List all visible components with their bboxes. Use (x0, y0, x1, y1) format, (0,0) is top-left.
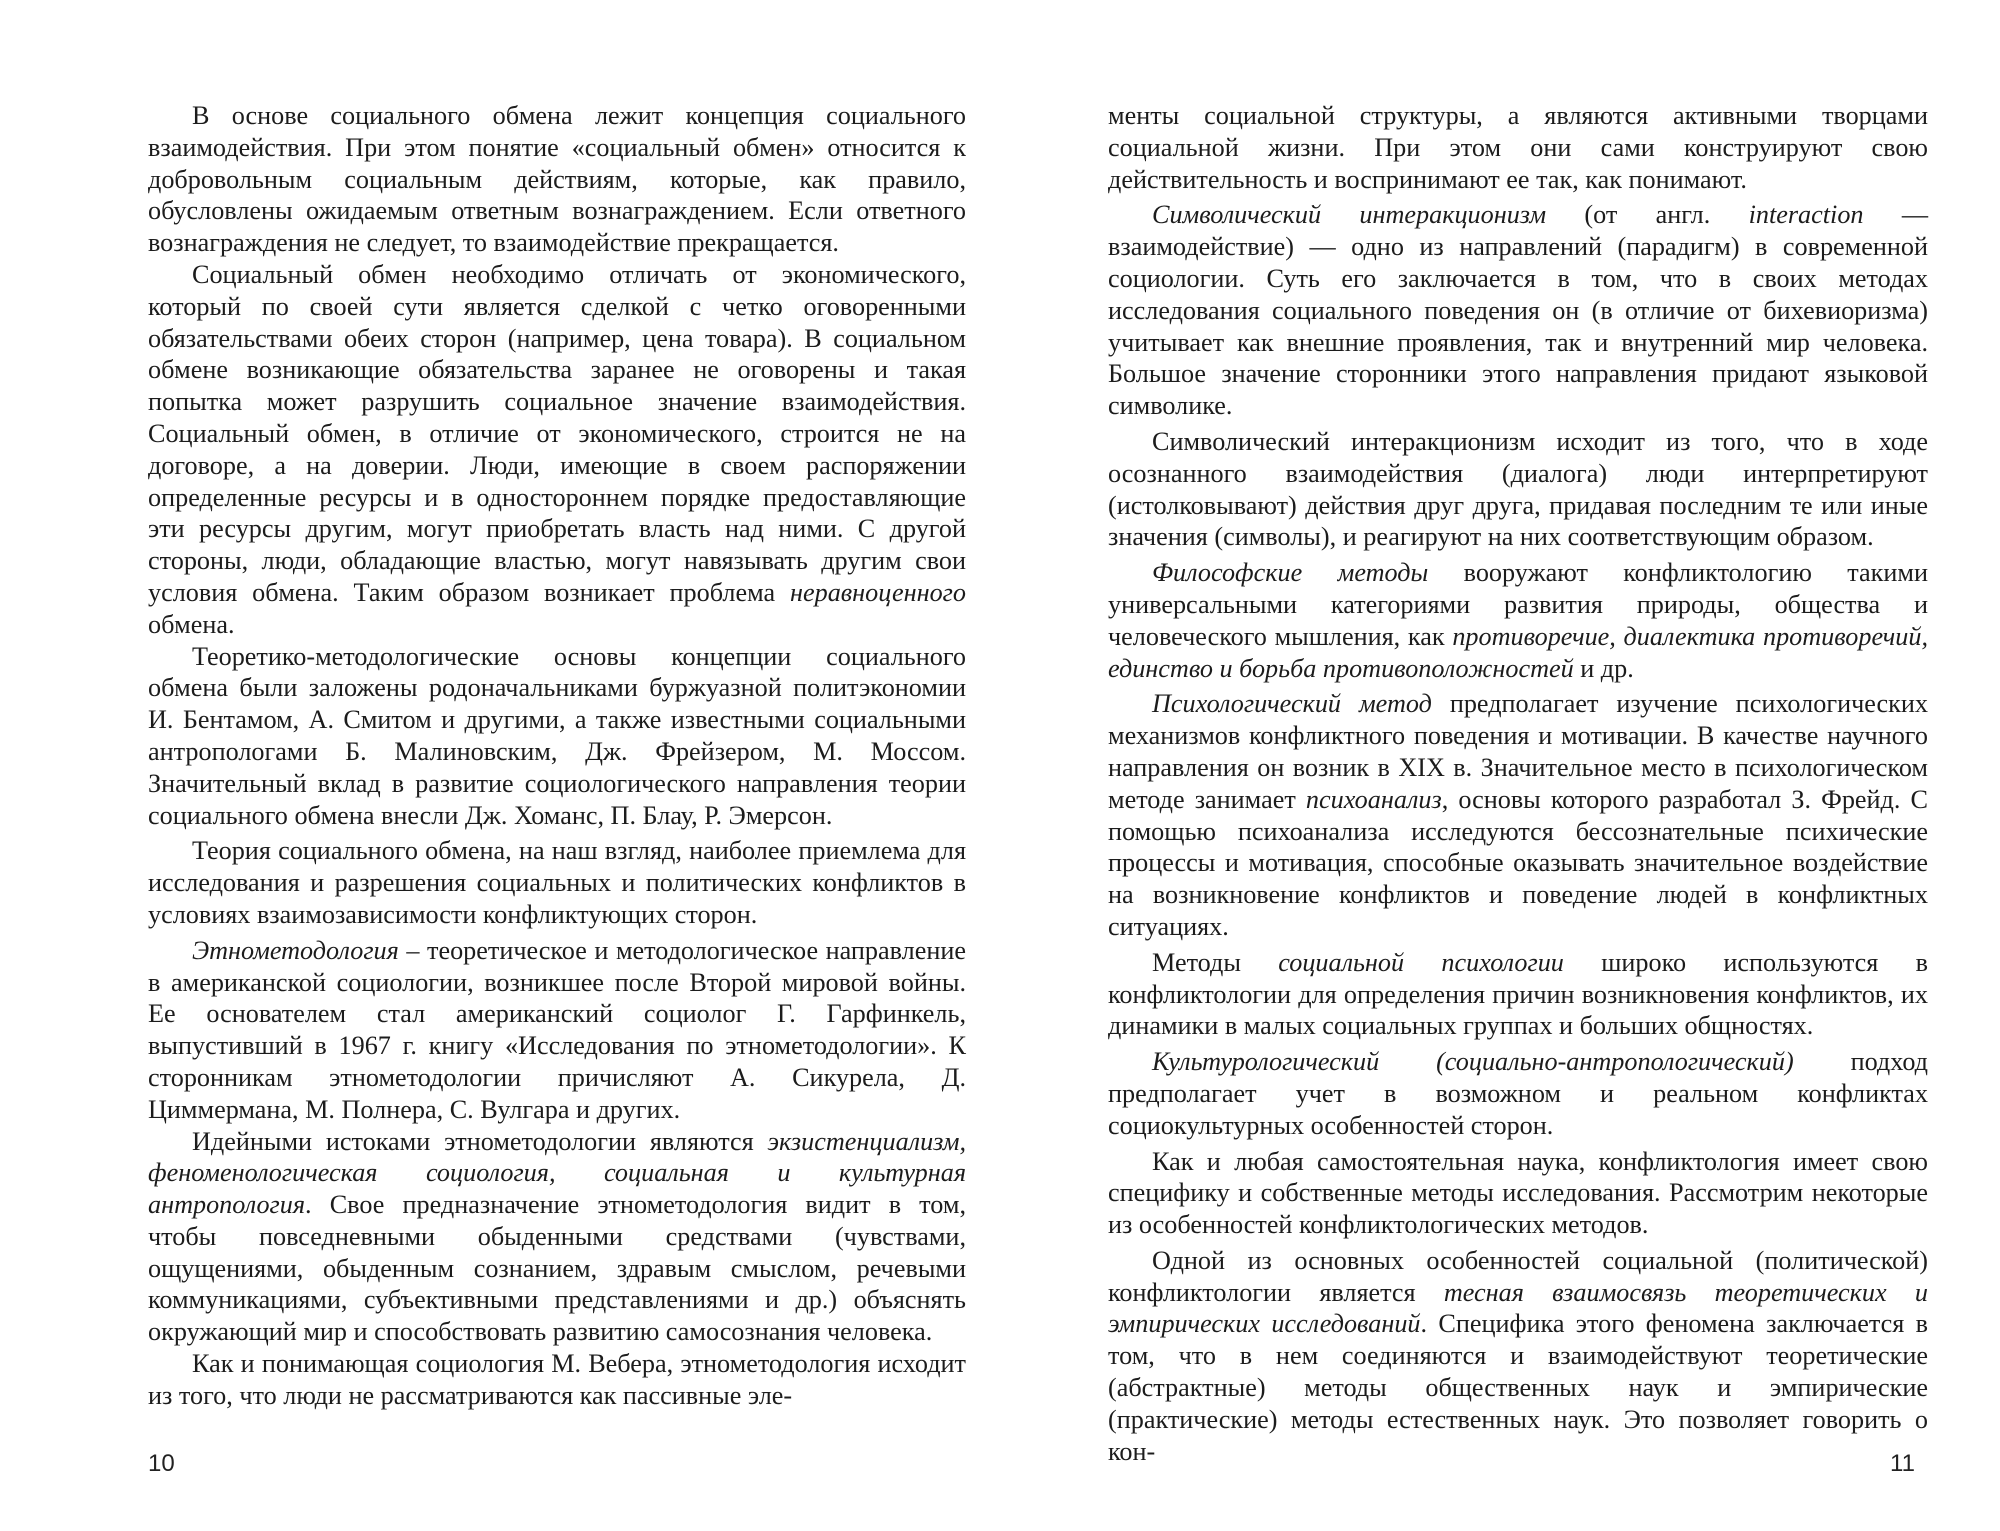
text-run: Теоретико-методологические основы концепции социального обмена были заложены родоначальниками буржуазной политэкономии И. Бентамом, А. Смитом и другими, а также известными социальными антропологами Б. Малиновским, Дж. Фрейзером, М. Моссом. Значительный вклад в развитие социологического направления теории социального обмена внесли Дж. Хоманс, П. Блау, Р. Эмерсон. (148, 641, 966, 830)
text-run: подход предполагает учет в возможном и реальном конфликтах социокультурных особенностей сторон. (1108, 1047, 1928, 1140)
paragraph (1108, 1245, 1928, 1468)
paragraph (1108, 557, 1928, 684)
text-run: менты социальной структуры, а являются активными творцами социальной жизни. При этом они сами конструируют свою действительность и воспринимают ее так, как понимают. (1108, 101, 1928, 194)
paragraph (1108, 1146, 1928, 1241)
text-run: Идейными истоками этнометодологии являются (192, 1126, 768, 1156)
text-run: В основе социального обмена лежит концепция социального взаимодействия. При этом понятие «социальный обмен» относится к добровольным социальным действиям, которые, как правило, обусловлены ожидаемым ответным вознаграждением. Если ответного вознаграждения не следует, то взаимодействие прекращается. (148, 101, 966, 258)
paragraph (148, 835, 966, 930)
page-number: 11 (1890, 1450, 1915, 1477)
text-run: — взаимодействие) — одно из направлений (парадигм) в современной социологии. Суть его заключается в том, что в своих методах исследования социального поведения он (в отличие от бихевиоризма) учитывает как внешние проявления, так и внутренний мир человека. Большое значение сторонники этого направления придают языковой символике. (1108, 200, 1929, 421)
paragraph (1108, 947, 1928, 1042)
text-run: . Специфика этого феномена заключается в том, что в нем соединяются и взаимодействуют теоретические (абстрактные) методы общественных наук и эмпирические (практические) методы естественных наук. Это позволяет говорить о кон- (1108, 1309, 1928, 1466)
left-page-text (148, 100, 966, 1412)
italic-term: социальной психологии (1278, 947, 1564, 977)
text-run: и др. (1573, 653, 1634, 683)
text-run: Одной из основных особенностей социальной (политической) конфликтологии является (1108, 1245, 1928, 1307)
paragraph (148, 641, 966, 832)
italic-term: экзистенциализм, феноменологическая социология, социальная и культурная антропология (148, 1126, 966, 1220)
text-run: . Свое предназначение этнометодология видит в том, чтобы повседневными обыденными средствами (чувствами, ощущениями, обыденным сознанием, здравым смыслом, речевыми коммуникациями, субъективными представлениями и др.) объяснять окружающий мир и способствовать развитию самосознания человека. (148, 1190, 966, 1347)
italic-term: Философские методы (1152, 558, 1429, 588)
text-run: Символический интеракционизм исходит из того, что в ходе осознанного взаимодействия (диалога) люди интерпретируют (истолковывают) действия друг друга, придавая последним те или иные значения (символы), и реагируют на них соответствующим образом. (1108, 426, 1928, 552)
right-page (1000, 0, 2000, 1531)
text-run: – теоретическое и методологическое направление в американской социологии, возникшее после Второй мировой войны. Ее основателем стал американский социолог Г. Гарфинкель, выпустивший в 1967 г. книгу «Исследования по этнометодологии». К сторонникам этнометодологии причисляют А. Сикурела, Д. Циммермана, М. Полнера, С. Вулгара и других. (148, 935, 966, 1124)
paragraph (1108, 100, 1928, 195)
paragraph (148, 1348, 966, 1412)
text-run: вооружают конфликтологию такими универсальными категориями развития природы, общества и человеческого мышления, как (1108, 558, 1928, 651)
text-run: предполагает изучение психологических механизмов конфликтного поведения и мотивации. В качестве научного направления он возник в XIX в. Значительное место в психологическом методе занимает (1108, 689, 1928, 814)
text-run: , основы которого разработал З. Фрейд. С помощью психоанализа исследуются бессознательные психические процессы и мотивация, способные оказывать значительное воздействие на возникновение конфликтов и поведение людей в конфликтных ситуациях. (1108, 784, 1928, 941)
text-run: Как и любая самостоятельная наука, конфликтология имеет свою специфику и собственные методы исследования. Рассмотрим некоторые из особенностей конфликтологических методов. (1108, 1146, 1928, 1240)
paragraph (1108, 688, 1928, 942)
italic-term: Культурологический (социально-антропологический) (1152, 1047, 1794, 1077)
italic-term: Этнометодология (192, 935, 399, 965)
text-run: Как и понимающая социология М. Вебера, этнометодология исходит из того, что люди не рассматриваются как пассивные эле- (148, 1349, 966, 1410)
italic-term: противоречие, диалектика противоречий, единство и борьба противоположностей (1108, 621, 1928, 683)
paragraph (148, 935, 966, 1126)
italic-term: тесная взаимосвязь теоретических и эмпирических исследований (1108, 1277, 1928, 1339)
italic-term: Психологический метод (1152, 689, 1432, 719)
paragraph (148, 1126, 966, 1349)
text-run: Теория социального обмена, на наш взгляд, наиболее приемлема для исследования и разрешения социальных и политических конфликтов в условиях взаимозависимости конфликтующих сторон. (148, 836, 966, 929)
paragraph (148, 259, 966, 641)
text-run: обмена. (148, 609, 235, 639)
right-page-text (1108, 100, 1928, 1467)
italic-term: Символический интеракционизм (1152, 200, 1547, 230)
italic-term: психоанализ (1305, 784, 1442, 814)
text-run: Методы (1152, 947, 1279, 977)
italic-term: неравноценного (789, 577, 966, 607)
paragraph (1108, 426, 1928, 553)
text-run: широко используются в конфликтологии для определения причин возникновения конфликтов, их динамики в малых социальных группах и больших общностях. (1108, 947, 1929, 1041)
paragraph (1108, 199, 1928, 422)
text-run: Социальный обмен необходимо отличать от экономического, который по своей сути является сделкой с четко оговоренными обязательствами обеих сторон (например, цена товара). В социальном обмене возникающие обязательства заранее не оговорены и такая попытка может разрушить социальное значение взаимодействия. Социальный обмен, в отличие от экономического, строится не на договоре, а на доверии. Люди, имеющие в своем распоряжении определенные ресурсы и в одностороннем порядке предоставляющие эти ресурсы другим, могут приобретать власть над ними. С другой стороны, люди, обладающие властью, могут навязывать другим свои условия обмена. Таким образом возникает проблема (148, 259, 966, 607)
text-run: (от англ. (1546, 200, 1749, 230)
italic-term: interaction (1748, 200, 1864, 230)
paragraph (148, 100, 966, 259)
page-number: 10 (148, 1450, 175, 1477)
paragraph (1108, 1046, 1928, 1141)
